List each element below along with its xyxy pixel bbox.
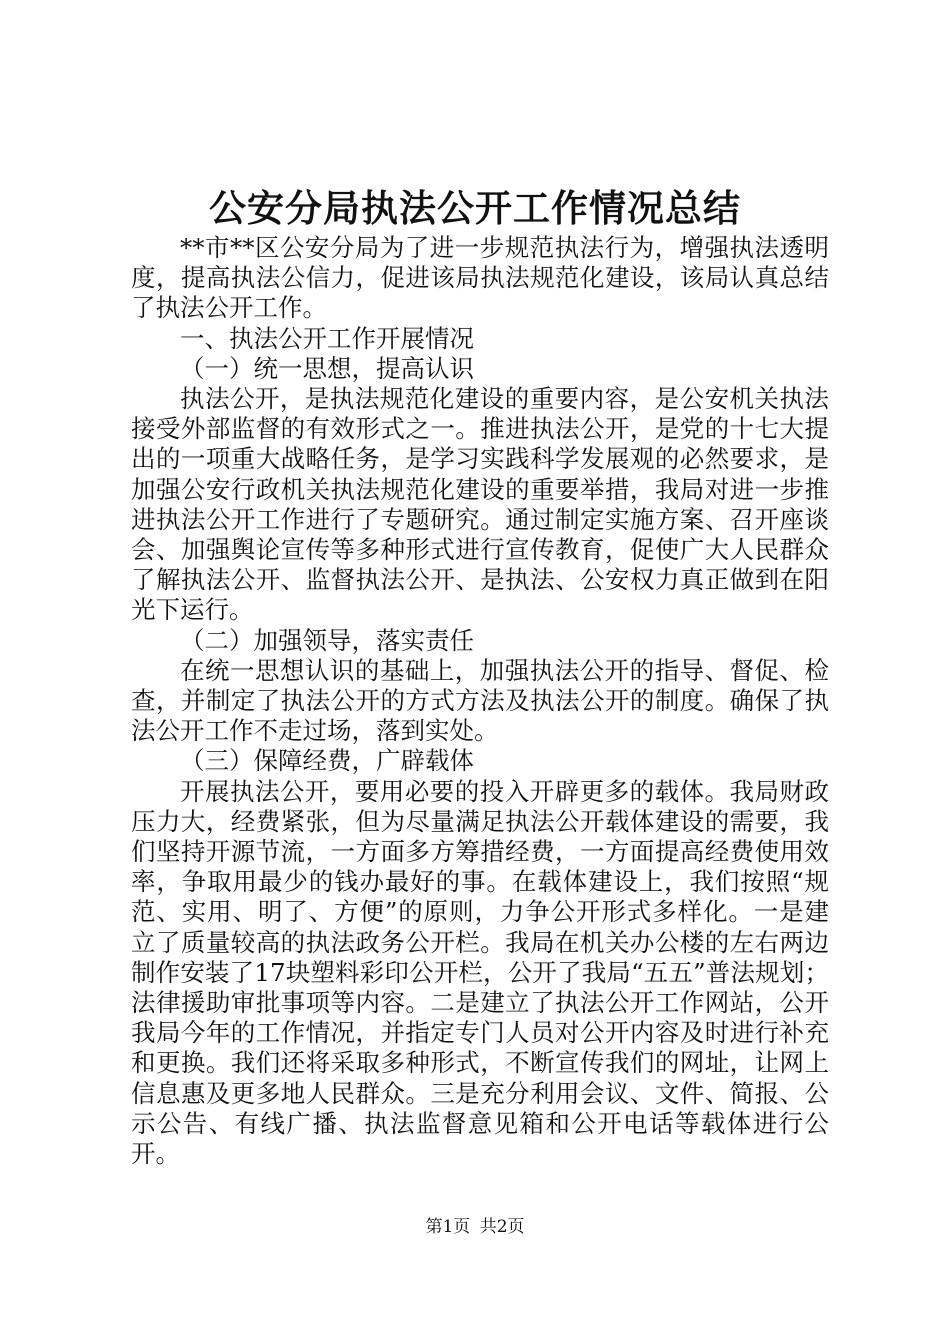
page-number: 第1页 [425, 1217, 471, 1237]
subsection-heading-3: （三）保障经费，广辟载体 [180, 746, 474, 776]
section-heading-1: 一、执法公开工作开展情况 [180, 323, 474, 353]
page-footer [0, 1215, 950, 1239]
body-paragraph-2: 在统一思想认识的基础上，加强执法公开的指导、督促、检查，并制定了执法公开的方式方法及执法公开的制度。确保了执法公开工作不走过场，落到实处。 [131, 655, 829, 746]
page-total: 共2页 [479, 1217, 525, 1237]
intro-paragraph: **市**区公安分局为了进一步规范执法行为，增强执法透明度，提高执法公信力，促进该局执法规范化建设，该局认真总结了执法公开工作。 [131, 233, 829, 323]
body-paragraph-3: 开展执法公开，要用必要的投入开辟更多的载体。我局财政压力大，经费紧张，但为尽量满足执法公开载体建设的需要，我们坚持开源节流，一方面多方筹措经费，一方面提高经费使用效率，争取用最少的钱办最好的事。在载体建设上，我们按照“规范、实用、明了、方便”的原则，力争公开形式多样化。一是建立了质量较高的执法政务公开栏。我局在机关办公楼的左右两边制作安装了17块塑料彩印公开栏，公开了我局“五五”普法规划；法律援助审批事项等内容。二是建立了执法公开工作网站，公开我局今年的工作情况，并指定专门人员对公开内容及时进行补充和更换。我们还将采取多种形式，不断宣传我们的网址，让网上信息惠及更多地人民群众。三是充分利用会议、文件、简报、公示公告、有线广播、执法监督意见箱和公开电话等载体进行公开。 [131, 776, 829, 1169]
document-title: 公安分局执法公开工作情况总结 [209, 186, 741, 230]
subsection-heading-1: （一）统一思想，提高认识 [180, 353, 474, 383]
subsection-heading-2: （二）加强领导，落实责任 [180, 625, 474, 655]
document-body [131, 233, 829, 1169]
body-paragraph-1: 执法公开，是执法规范化建设的重要内容，是公安机关执法接受外部监督的有效形式之一。推进执法公开，是党的十七大提出的一项重大战略任务，是学习实践科学发展观的必然要求，是加强公安行政机关执法规范化建设的重要举措，我局对进一步推进执法公开工作进行了专题研究。通过制定实施方案、召开座谈会、加强舆论宣传等多种形式进行宣传教育，促使广大人民群众了解执法公开、监督执法公开、是执法、公安权力真正做到在阳光下运行。 [131, 384, 829, 625]
